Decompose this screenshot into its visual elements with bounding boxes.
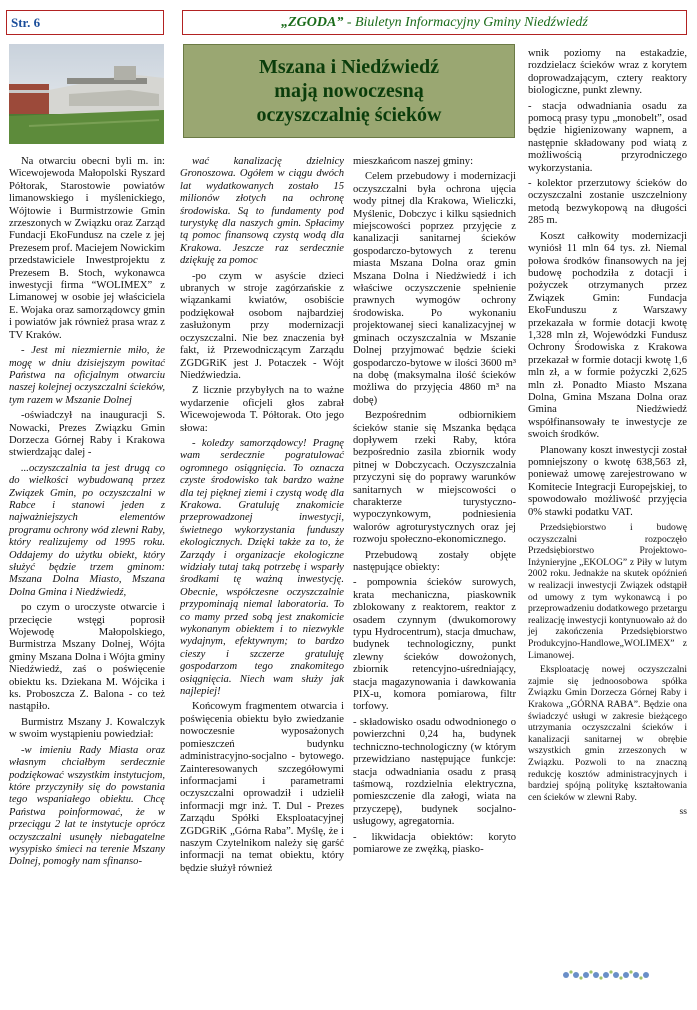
article-title-line-2: mają nowoczesną [274,80,424,102]
col4-paragraph: - kolektor przerzutowy ścieków do oczyszczalni zostanie uszczelniony metodą bezwykopową na długości 285 m. [528,178,687,227]
article-column-4 [528,48,687,821]
col3-paragraph: mieszkańcom naszej gminy: [353,156,474,167]
article-title-line-3: oczyszczalnię ścieków [256,104,442,126]
col3-paragraph: - likwidacja obiektów: koryto pomiarowe ze zwężką, piasko- [353,831,516,855]
col3-paragraph: Bezpośrednim odbiornikiem ścieków stanie się Mszanka będąca dopływem rzeki Raby, która bezpośrednio zasila zbiornik wody pitnej w Dobczycach. Oczyszczalnia przyczyni się do poprawy warunków sanitarnych w miejscowości o charakterze turystyczno-wypoczynkowym, podniesienia walorów agroturystycznych oraz jej rozwoju społeczno-ekonomicznego. [353,410,516,546]
col4-paragraph: wnik poziomy na estakadzie, rozdzielacz ścieków wraz z korytem doprowadzającym, cztery reaktory biologiczne, punkt zlewny. [528,48,687,97]
article-column-3 [353,156,516,859]
col2-paragraph: wać kanalizację dzielnicy Gronoszowa. Ogółem w ciągu dwóch lat wydatkowanych zostało 15 milionów złotych na ochronę środowiska. Są to fundamenty pod turystykę dla naszych gmin. Spłacimy tą pomoc finansową czystą wodą dla Krakowa. Jeszcze raz serdecznie dziękuję za pomoc [180,156,344,267]
bulletin-name: „ZGODA” [281,15,344,30]
col2-paragraph: Końcowym fragmentem otwarcia i poświęcenia obiektu było zwiedzanie nowoczesnie wyposażonych pomieszczeń budynku administracyjno-socjalno - bytowego. Zainteresowanych szczegółowymi informacjami i parametrami oczyszczalni oprowadził i udzielił informacji mgr inż. T. Dul - Prezes Zarządu Spółki Eksploatacyjnej ZGDGRiK „Górna Raba”. Myślę, że i naszym Czytelnikom należy się garść informacji na temat obiektu, który będzie służył również [180,701,344,874]
photo-illustration [9,44,164,144]
col4-paragraph: - stacja odwadniania osadu za pomocą prasy typu „monobelt”, osad będzie higienizowany wapnem, a następnie składowany pod wiatą z możliwością przyrodniczego wykorzystania. [528,100,687,174]
col4-paragraph: Planowany koszt inwestycji został pomniejszony o kwotę 638,563 zł, ponieważ umowę zarejestrowano w Komitecie Integracji Europejskiej, to spowodowało możliwość przyjęcia 0% stawki podatku VAT. [528,444,687,518]
bulletin-header [182,10,687,35]
col3-paragraph: Celem przebudowy i modernizacji oczyszczalni była ochrona ujęcia wody pitnej dla Krakowa, Wieliczki, Myślenic, Dobczyc i kilku sąsiednich miejscowości poprzez przyjęcie z kanalizacji sanitarnej ścieków gospodarczo-bytowych z terenu miasta Mszana Dolna oraz gmin Mszana Dolna i Niedźwiedź i ich właściwe oczyszczenie spełnienie prawnych wymogów ochrony środowiska. Po wykonaniu projektowanej sieci kanalizacyjnej w gminach oczyszczalnia w Mszanie Dolnej przyjmować będzie ścieki gospodarczo-bytowe w ilości 3600 m³ na dobę (maksymalna ilość ścieków możliwa do przyjęcia 4860 m³ na dobę) [353,171,516,406]
author-signature: ss [679,806,687,818]
col2-paragraph: Z licznie przybyłych na to ważne wydarzenie oficjeli głos zabrał Wicewojewoda T. Półtorak. Oto jego słowa: [180,385,344,434]
col1-paragraph: po czym o uroczyste otwarcie i przecięcie wstęgi poprosił Wojewodę Małopolskiego, Burmistrza Mszany Dolnej, Wójta gminy Mszana Dolna i Wójta gminy Niedźwiedź, zaś o poświęcenie obiektu ks. Dziekana M. Wójcika i ks. Proboszcza Z. Balona - co też nastąpiło. [9,602,165,713]
col1-paragraph: Burmistrz Mszany J. Kowalczyk w swoim wystąpieniu powiedział: [9,716,165,741]
flower-border-icon [560,968,650,982]
col3-paragraph: Przebudową zostały objęte następujące obiekty: [353,549,516,573]
col1-paragraph: -w imieniu Rady Miasta oraz własnym chciałbym serdecznie podziękować wszystkim instytucjom, które przyczyniły się do powstania tego wspaniałego obiektu. Chcę Państwa poinformować, że w przeciągu 2 lat te instytucje oprócz oczyszczalni usunęły niebagatelne wysypisko śmieci na terenie Mszany Dolnej, pomogły nam sfinanso- [9,744,165,868]
col1-paragraph: Na otwarciu obecni byli m. in: Wicewojewoda Małopolski Ryszard Półtorak, Starostowie powiatów limanowskiego i myślenickiego, Wójtowie i Burmistrzowie Gmin zrzeszonych w Związku oraz Zarząd Fundacji EkoFundusz na czele z jej Prezesem prof. Maciejem Nowickim przedstawiciele Inwestprojektu z Prezesem B. Stoch, wykonawca inwestycji firma “WOLIMEX” z Limanowej w osobie jej właściciela E. Wojaka oraz samorządowcy gmin i powiatów jak również prasa wraz z TV Kraków. [9,156,165,341]
page-number-box [6,10,164,35]
bulletin-subtitle: - Biuletyn Informacyjny Gminy Niedźwiedź [343,15,588,30]
col1-paragraph: -oświadczył na inauguracji S. Nowacki, Prezes Związku Gmin Dorzecza Górnej Raby i Krakowa stwierdzając dalej - [9,410,165,459]
col4-paragraph: Koszt całkowity modernizacji wyniósł 11 mln 64 tys. zł. Niemal połowa środków finansowych na jej budowę pochodziła z dotacji i pożyczek otrzymanych przez Związek Gmin: Fundacja EkoFunduszu z Warszawy przekazała w formie dotacji kwotę 1,328 mln zł, Wojewódzki Fundusz Ochrony Środowiska z Krakowa przekazał w formie dotacji kwotę 1,6 mln zł, a w formie pożyczki 2,625 mln zł. Ponadto Miasto Mszana Dolna, Gmina Mszana Dolna oraz Gmina Niedźwiedź współfinansowały te inwestycje ze swoich środków. [528,230,687,441]
article-column-2 [180,156,344,878]
treatment-plant-photo [9,44,164,144]
article-column-1 [9,156,165,872]
article-title-box [183,44,515,138]
col2-paragraph: -po czym w asyście dzieci ubranych w stroje zagórzańskie z wiązankami kwiatów, osobiście podziękował osobom najbardziej zasłużonym przy modernizacji oczyszczalni. Nie bez znaczenia był fakt, iż Przewodniczącym Zarządu ZGDGRiK jest J. Potaczek - Wójt Niedźwiedzia. [180,270,344,381]
col4-paragraph: Eksploatację nowej oczyszczalni zajmie się jednoosobowa spółka Związku Gmin Dorzecza Górnej Raby i Krakowa „GÓRNA RABA”. Będzie ona świadczyć usługi w zakresie bieżącego utrzymania oczyszczalni ścieków i kanalizacji sanitarnej w obrębie wszystkich gmin zrzeszonych w Związku. Pozwoli to na znaczną redukcję kosztów administracyjnych i bardziej spójną politykę kształtowania cen ścieków w zlewni Raby. [528,664,687,803]
bulletin-title [281,15,588,30]
col4-preface: Przedsiębiorstwo i budowę oczyszczalni rozpoczęło [528,522,687,545]
page-number: Str. 6 [11,15,41,30]
col1-paragraph: ...oczyszczalnia ta jest drugą co do wielkości wybudowaną przez Związek Gmin, po oczyszczalni w Rabce i stanowi jeden z najważniejszych elementów programu ochrony wód zlewni Raby, który realizujemy od 1995 roku. Oddajemy do użytku obiekt, który służyć będzie trzem gminom: Mszana Dolna Miasto, Mszana Dolna Gmina i Niedźwiedź, [9,462,165,598]
article-title-line-1: Mszana i Niedźwiedź [259,56,439,78]
col4-paragraph: Przedsiębiorstwo i budowę oczyszczalni rozpoczęło Przedsiębiorstwo Projektowo-Inżynieryjne „EKOLOG” z Piły w lutym 2002 roku. Jednakże na skutek opóźnień w realizacji inwestycji Związek odstąpił od umowy z tym wykonawcą i po przeprowadzeniu dodatkowego przetargu realizację inwestycji kontynuowało aż do jej zakończenia Przedsiębiorstwo Produkcyjno-Handlowe„WOLIMEX” z Limanowej. [528,522,687,661]
col1-paragraph: - Jest mi niezmiernie miło, że mogę w dniu dzisiejszym powitać Państwa na oficjalnym otwarciu naszej kolejnej oczyszczalni ścieków, tym razem w Mszanie Dolnej [9,345,165,406]
col3-paragraph: - składowisko osadu odwodnionego o powierzchni 0,24 ha, budynek techniczno-technologiczny (w którym przewidziano następujące funkcje: stacja odwadniania osadu z prasą taśmową, rozdzielnia elektryczna, pomieszczenie dla załogi, wiata na przyczepę), budynek socjalno-usługowy, agregatornia. [353,716,516,828]
col2-paragraph: - koledzy samorządowcy! Pragnę wam serdecznie pogratulować ogromnego osiągnięcia. To oznacza czyste środowisko tak bardzo ważne dla tej pięknej ziemi i czystą wodę dla Krakowa. Gratuluję znakomicie przeprowadzonej inwestycji, świetnego wykorzystania funduszy ekologicznych. Dzięki także za to, że Zarządy i organizacje ekologiczne widziały tutaj taką potrzebę i wsparły środkami tę ważną inwestycję. Obecnie, współczesne oczyszczalnie przypominają niemal laboratoria. To co mamy przed sobą jest znakomicie wykonanym obiektem i to niezwykle wydajnym, efektywnym; to bardzo cieszy i szczerze gratuluję gospodarzom tego znakomitego osiągnięcia. Niech wam służy jak najlepiej! [180,437,344,698]
decorative-ornament [560,968,650,987]
col3-paragraph: - pompownia ścieków surowych, krata mechaniczna, piaskownik zblokowany z reaktorem, reaktor z osadem czynnym (dwukomorowy typu Hydrocentrum), stacja dmuchaw, budynek technologiczny, punkt zlewny ścieków dowożonych, zbiornik retencyjno-uśredniający, stacja magazynowania i dawkowania PIX-u, komora pomiarowa, filtr torfowy. [353,577,516,713]
